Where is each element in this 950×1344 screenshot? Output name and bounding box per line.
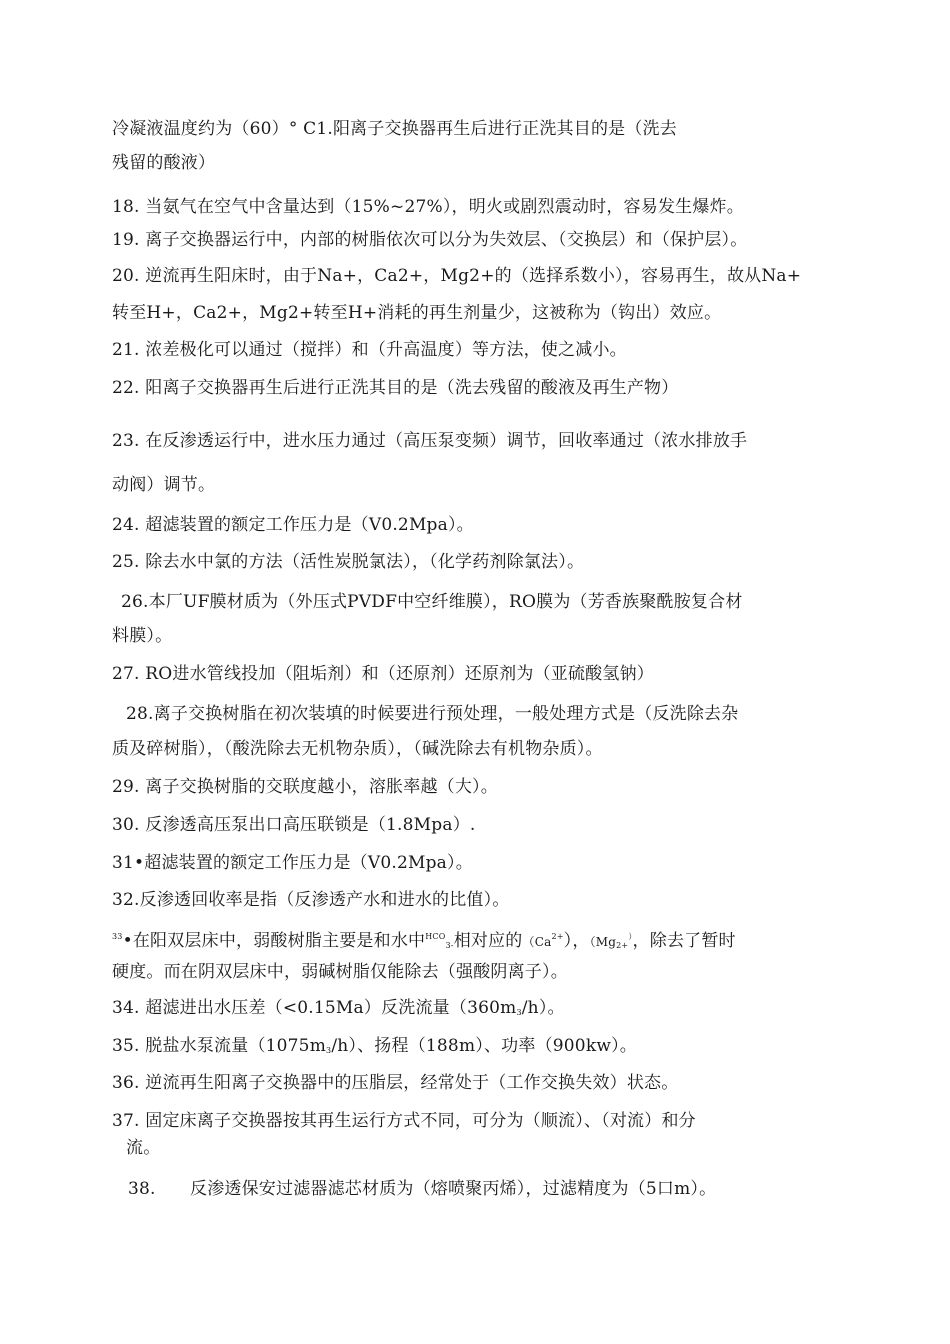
ca-superscript: 2+ <box>551 932 564 941</box>
text-segment: /h）、扬程（188m）、功率（900kw）。 <box>331 1036 637 1056</box>
hco3-formula: HCO <box>425 932 446 941</box>
question-35 <box>112 1035 637 1062</box>
text-line: 冷凝液温度约为（60）° C1.阳离子交换器再生后进行正洗其目的是（洗去 <box>112 119 677 139</box>
question-19: 19. 离子交换器运行中，内部的树脂依次可以分为失效层、（交换层）和（保护层）。 <box>112 230 748 250</box>
question-23: 23. 在反渗透运行中，进水压力通过（高压泵变频）调节，回收率通过（浓水排放手 <box>112 431 748 451</box>
question-29: 29. 离子交换树脂的交联度越小，溶胀率越（大）。 <box>112 777 498 797</box>
hco3-subscript: 3- <box>445 941 454 950</box>
question-18: 18. 当氨气在空气中含量达到（15%~27%），明火或剧烈震动时，容易发生爆炸。 <box>112 197 744 217</box>
question-24: 24. 超滤装置的额定工作压力是（V0.2Mpa）。 <box>112 515 474 535</box>
question-25: 25. 除去水中氯的方法（活性炭脱氯法），（化学药剂除氯法）。 <box>112 552 585 572</box>
question-30: 30. 反渗透高压泵出口高压联锁是（1.8Mpa）. <box>112 815 476 835</box>
question-21: 21. 浓差极化可以通过（搅拌）和（升高温度）等方法，使之减小。 <box>112 340 627 360</box>
question-22: 22. 阳离子交换器再生后进行正洗其目的是（洗去残留的酸液及再生产物） <box>112 378 679 398</box>
question-34 <box>112 997 565 1024</box>
text-segment: /h）。 <box>521 998 565 1018</box>
mg-superscript: ） <box>628 932 633 941</box>
text-line: 残留的酸液） <box>112 153 216 173</box>
question-31: 31•超滤装置的额定工作压力是（V0.2Mpa）。 <box>112 853 473 873</box>
question-28: 28.离子交换树脂在初次装填的时候要进行预处理，一般处理方式是（反洗除去杂 <box>126 704 739 724</box>
mg-subscript: 2+ <box>616 941 629 950</box>
unit-subscript: 3 <box>516 1008 522 1017</box>
question-33-number: 33 <box>112 932 123 941</box>
question-20: 20. 逆流再生阳床时，由于Na+，Ca2+，Mg2+的（选择系数小），容易再生，故从Na+ <box>112 266 802 286</box>
question-27: 27. RO进水管线投加（阻垢剂）和（还原剂）还原剂为（亚硫酸氢钠） <box>112 664 654 684</box>
mg-formula: （Mg <box>589 935 617 949</box>
text-segment: ，除去了暂时 <box>632 931 736 951</box>
question-33 <box>112 926 736 957</box>
question-26: 26.本厂UF膜材质为（外压式PVDF中空纤维膜），RO膜为（芳香族聚酰胺复合材 <box>121 592 743 612</box>
question-38 <box>128 1178 717 1200</box>
question-36: 36. 逆流再生阳离子交换器中的压脂层，经常处于（工作交换失效）状态。 <box>112 1073 679 1093</box>
question-32: 32.反渗透回收率是指（反渗透产水和进水的比值）。 <box>112 890 510 910</box>
text-segment: ）， <box>563 931 590 951</box>
question-38-number: 38. <box>128 1179 156 1199</box>
question-28-cont: 质及碎树脂），（酸洗除去无机物杂质），（碱洗除去有机物杂质）。 <box>112 739 603 759</box>
ca-formula: （Ca <box>522 935 552 949</box>
text-segment: •在阳双层床中，弱酸树脂主要是和水中 <box>122 931 426 951</box>
question-26-cont: 料膜）。 <box>112 626 173 646</box>
question-37-cont: 流。 <box>126 1138 161 1158</box>
unit-subscript: 3 <box>326 1046 332 1055</box>
question-38-text: 反渗透保安过滤器滤芯材质为（熔喷聚丙烯），过滤精度为（5口m）。 <box>190 1179 717 1199</box>
text-segment: 34. 超滤进出水压差（<0.15Ma）反洗流量（360m <box>112 998 517 1018</box>
question-23-cont: 动阀）调节。 <box>112 475 216 495</box>
text-segment: 35. 脱盐水泵流量（1075m <box>112 1036 327 1056</box>
question-20-cont: 转至H+，Ca2+，Mg2+转至H+消耗的再生剂量少，这被称为（钩出）效应。 <box>112 303 722 323</box>
question-33-cont: 硬度。而在阴双层床中，弱碱树脂仅能除去（强酸阴离子）。 <box>112 962 568 982</box>
text-segment: 相对应的 <box>453 931 523 951</box>
question-37: 37. 固定床离子交换器按其再生运行方式不同，可分为（顺流）、（对流）和分 <box>112 1111 696 1131</box>
